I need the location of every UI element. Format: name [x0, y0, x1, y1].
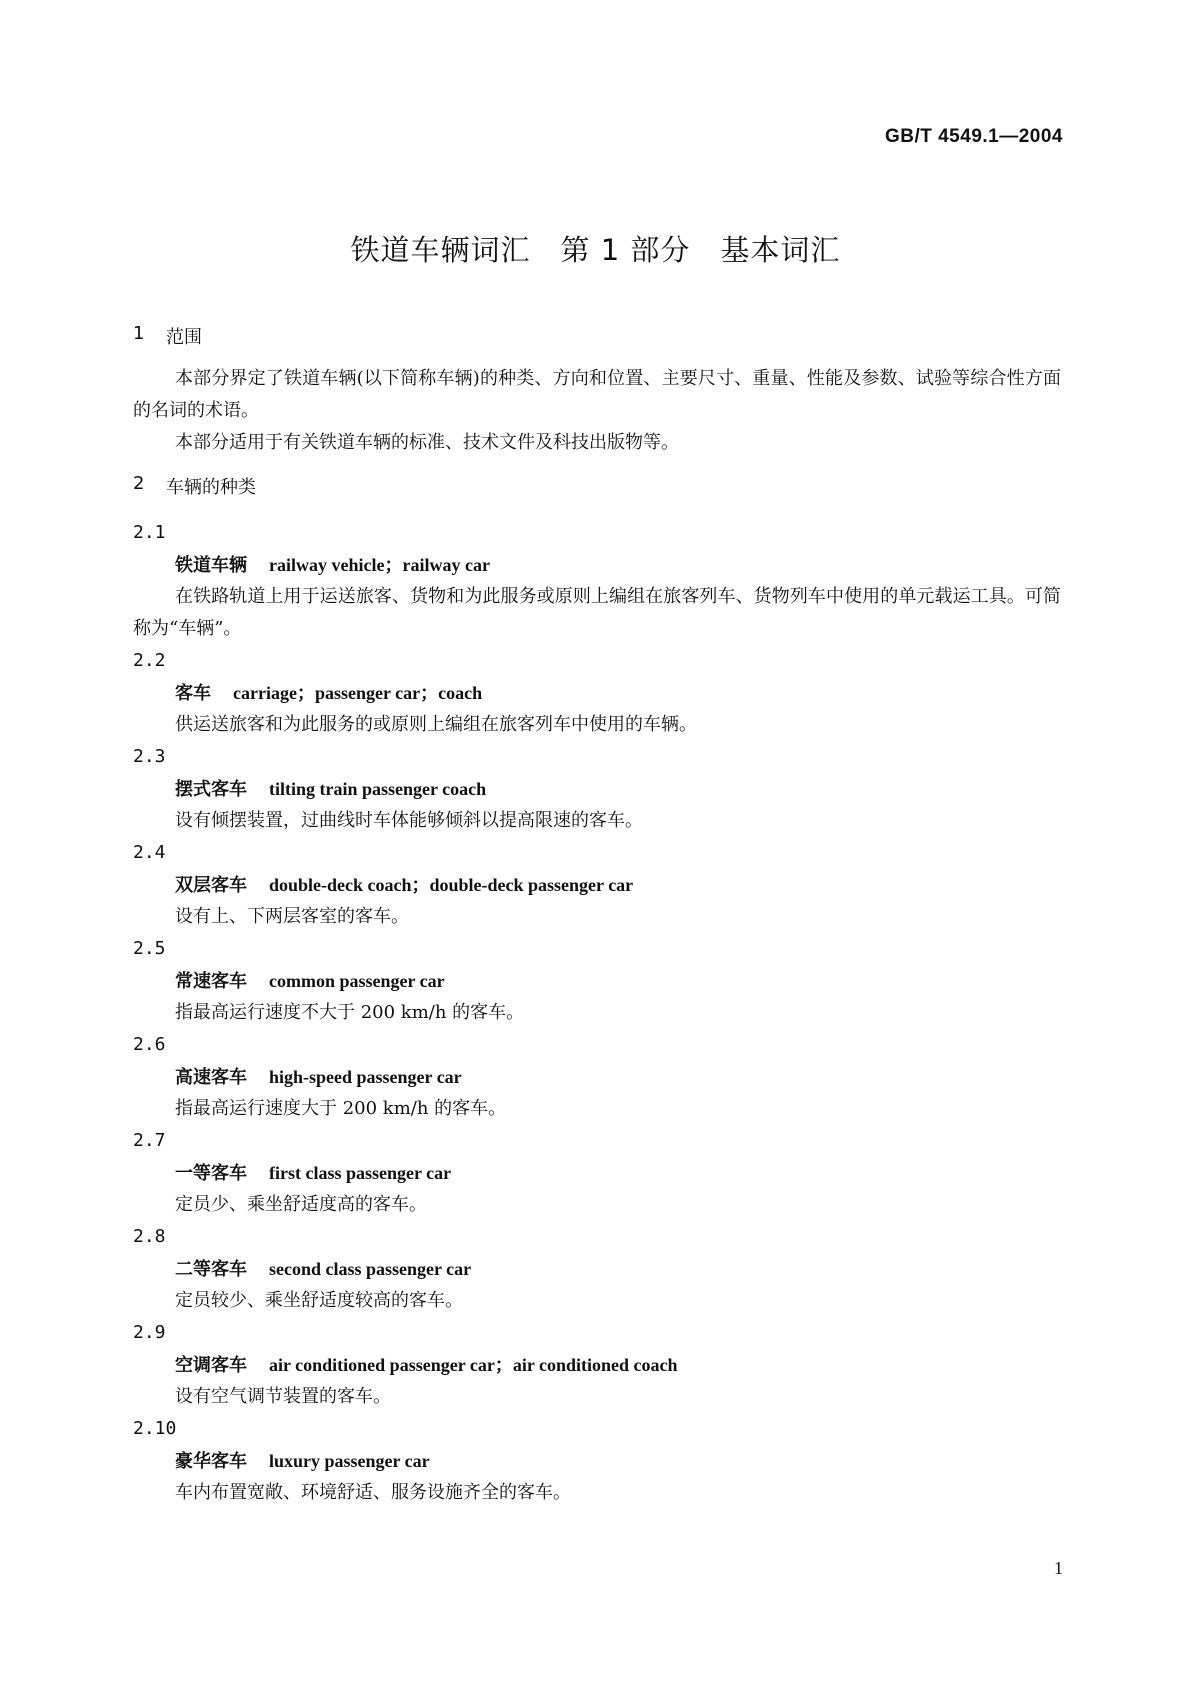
term-chinese: 摆式客车 [175, 779, 247, 800]
term-chinese: 一等客车 [175, 1163, 247, 1184]
term-line [133, 1253, 1061, 1285]
term-line [133, 869, 1061, 901]
term-entry [133, 645, 1061, 741]
entry-number: 2.6 [133, 1034, 166, 1055]
term-entry [133, 517, 1061, 645]
entry-number: 2.2 [133, 650, 166, 671]
term-english: luxury passenger car [269, 1451, 430, 1471]
page-number: 1 [1054, 1558, 1063, 1578]
entry-number: 2.7 [133, 1130, 166, 1151]
term-entry [133, 1029, 1061, 1125]
term-english: tilting train passenger coach [269, 779, 487, 799]
scope-paragraph: 本部分界定了铁道车辆(以下简称车辆)的种类、方向和位置、主要尺寸、重量、性能及参数、试验等综合性方面的名词的术语。 [133, 368, 1061, 421]
term-entry [133, 1125, 1061, 1221]
term-chinese: 客车 [175, 683, 211, 704]
section-heading-scope [133, 323, 1061, 349]
term-english: railway vehicle；railway car [269, 555, 490, 575]
term-entry [133, 933, 1061, 1029]
term-line [133, 1157, 1061, 1189]
entry-number: 2.8 [133, 1226, 166, 1247]
term-line [133, 773, 1061, 805]
scope-paragraph: 本部分适用于有关铁道车辆的标准、技术文件及科技出版物等。 [175, 432, 679, 453]
term-definition: 指最高运行速度大于 200 km/h 的客车。 [175, 1098, 507, 1119]
term-line [133, 677, 1061, 709]
term-entry [133, 1317, 1061, 1413]
term-english: common passenger car [269, 971, 445, 991]
term-english: first class passenger car [269, 1163, 452, 1183]
term-definition: 定员较少、乘坐舒适度较高的客车。 [175, 1290, 463, 1311]
section-title: 车辆的种类 [166, 477, 256, 498]
entry-number: 2.5 [133, 938, 166, 959]
term-definition: 车内布置宽敞、环境舒适、服务设施齐全的客车。 [175, 1482, 571, 1503]
term-definition: 在铁路轨道上用于运送旅客、货物和为此服务或原则上编组在旅客列车、货物列车中使用的单元载运工具。可简称为“车辆”。 [133, 586, 1061, 639]
term-entry [133, 1221, 1061, 1317]
term-english: high-speed passenger car [269, 1067, 462, 1087]
term-definition: 定员少、乘坐舒适度高的客车。 [175, 1194, 427, 1215]
term-line [133, 1445, 1061, 1477]
entry-number: 2.10 [133, 1418, 177, 1439]
entry-number: 2.4 [133, 842, 166, 863]
term-definition: 指最高运行速度不大于 200 km/h 的客车。 [175, 1002, 525, 1023]
term-line [133, 1349, 1061, 1381]
term-definition: 设有上、下两层客室的客车。 [175, 906, 409, 927]
entry-list [133, 517, 1061, 1509]
section-number: 1 [133, 323, 145, 344]
term-chinese: 二等客车 [175, 1259, 247, 1280]
term-english: air conditioned passenger car；air conditioned coach [269, 1355, 678, 1375]
term-definition: 设有空气调节装置的客车。 [175, 1386, 391, 1407]
document-title: 铁道车辆词汇 第 1 部分 基本词汇 [350, 233, 841, 267]
term-chinese: 空调客车 [175, 1355, 247, 1376]
term-chinese: 豪华客车 [175, 1451, 247, 1472]
term-chinese: 常速客车 [175, 971, 247, 992]
section-number: 2 [133, 473, 145, 494]
entry-number: 2.1 [133, 522, 166, 543]
document-body [133, 323, 1061, 1509]
term-entry [133, 1413, 1061, 1509]
section-heading-vehicle-types [133, 473, 1061, 499]
term-english: double-deck coach；double-deck passenger car [269, 875, 634, 895]
term-entry [133, 837, 1061, 933]
entry-number: 2.9 [133, 1322, 166, 1343]
standard-number: GB/T 4549.1—2004 [884, 126, 1063, 147]
term-english: carriage；passenger car；coach [233, 683, 483, 703]
term-chinese: 铁道车辆 [175, 555, 247, 576]
term-chinese: 高速客车 [175, 1067, 247, 1088]
term-english: second class passenger car [269, 1259, 472, 1279]
term-line [133, 1061, 1061, 1093]
section-title: 范围 [166, 327, 202, 348]
term-line [133, 549, 1061, 581]
term-definition: 设有倾摆装置，过曲线时车体能够倾斜以提高限速的客车。 [175, 810, 643, 831]
entry-number: 2.3 [133, 746, 166, 767]
term-line [133, 965, 1061, 997]
term-entry [133, 741, 1061, 837]
term-definition: 供运送旅客和为此服务的或原则上编组在旅客列车中使用的车辆。 [175, 714, 697, 735]
term-chinese: 双层客车 [175, 875, 247, 896]
